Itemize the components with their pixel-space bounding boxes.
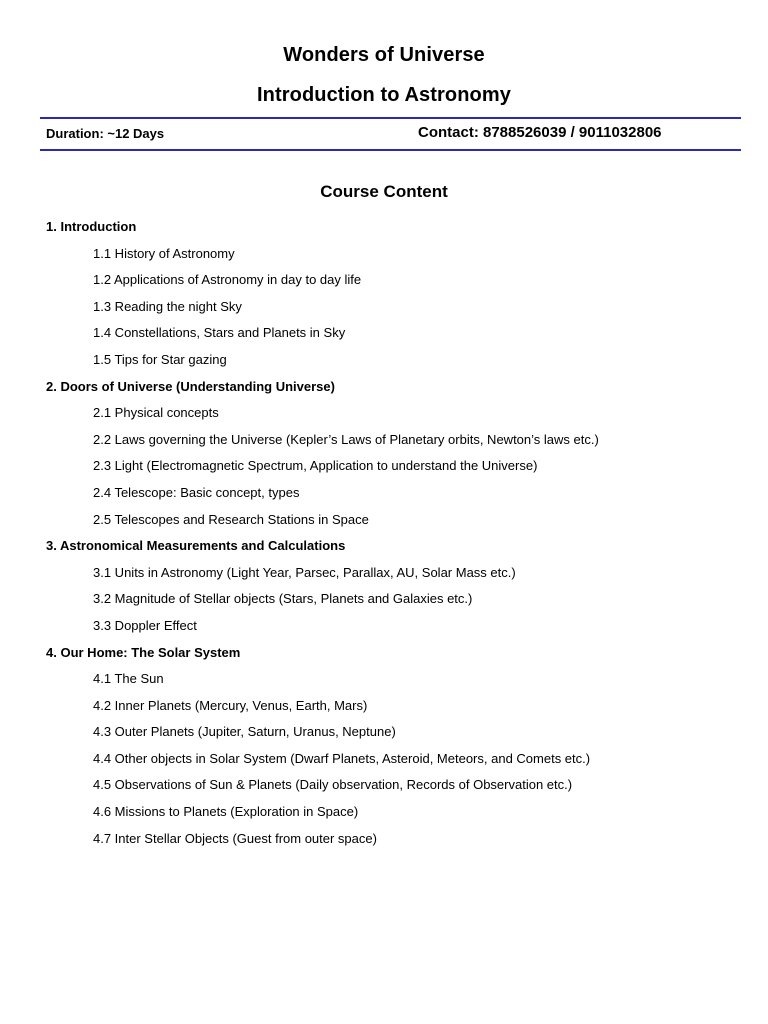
- document-subtitle: Introduction to Astronomy: [257, 84, 511, 106]
- topic-item: 1.4 Constellations, Stars and Planets in Sky: [93, 325, 346, 341]
- module-title: 3. Astronomical Measurements and Calculations: [46, 538, 346, 554]
- topic-item: 2.5 Telescopes and Research Stations in Space: [93, 511, 369, 527]
- topic-item: 4.7 Inter Stellar Objects (Guest from outer space): [93, 830, 377, 846]
- module-title: 4. Our Home: The Solar System: [46, 644, 241, 660]
- header-top-rule: [40, 117, 741, 119]
- module-title: 2. Doors of Universe (Understanding Universe): [46, 378, 335, 394]
- header-bottom-rule: [40, 149, 741, 151]
- course-module: [46, 217, 746, 377]
- course-module: [46, 377, 746, 537]
- topic-item: 1.2 Applications of Astronomy in day to day life: [93, 272, 362, 288]
- topic-item: 1.1 History of Astronomy: [93, 245, 235, 261]
- topic-item: 2.1 Physical concepts: [93, 405, 219, 421]
- module-title: 1. Introduction: [46, 219, 137, 234]
- contact-info: Contact: 8788526039 / 9011032806: [418, 124, 662, 141]
- topic-item: 2.4 Telescope: Basic concept, types: [93, 484, 300, 500]
- topic-item: 2.3 Light (Electromagnetic Spectrum, Application to understand the Universe): [93, 458, 538, 474]
- topic-item: 4.6 Missions to Planets (Exploration in Space): [93, 804, 359, 820]
- topic-item: 1.5 Tips for Star gazing: [93, 351, 227, 367]
- course-module-list: [46, 217, 746, 855]
- course-content-heading: Course Content: [320, 182, 448, 201]
- topic-item: 1.3 Reading the night Sky: [93, 298, 242, 314]
- course-module: [46, 536, 746, 642]
- topic-item: 2.2 Laws governing the Universe (Kepler’s Laws of Planetary orbits, Newton’s laws etc.): [93, 431, 599, 447]
- topic-item: 4.1 The Sun: [93, 671, 164, 687]
- course-duration: Duration: ~12 Days: [46, 126, 165, 141]
- topic-item: 3.3 Doppler Effect: [93, 617, 197, 633]
- course-module: [46, 643, 746, 856]
- topic-item: 3.1 Units in Astronomy (Light Year, Parsec, Parallax, AU, Solar Mass etc.): [93, 564, 516, 580]
- document-title: Wonders of Universe: [283, 44, 485, 66]
- topic-item: 4.3 Outer Planets (Jupiter, Saturn, Uranus, Neptune): [93, 724, 396, 740]
- topic-item: 3.2 Magnitude of Stellar objects (Stars, Planets and Galaxies etc.): [93, 591, 473, 607]
- topic-item: 4.5 Observations of Sun & Planets (Daily observation, Records of Observation etc.): [93, 777, 573, 793]
- topic-item: 4.2 Inner Planets (Mercury, Venus, Earth, Mars): [93, 697, 368, 713]
- topic-item: 4.4 Other objects in Solar System (Dwarf Planets, Asteroid, Meteors, and Comets etc.): [93, 750, 591, 766]
